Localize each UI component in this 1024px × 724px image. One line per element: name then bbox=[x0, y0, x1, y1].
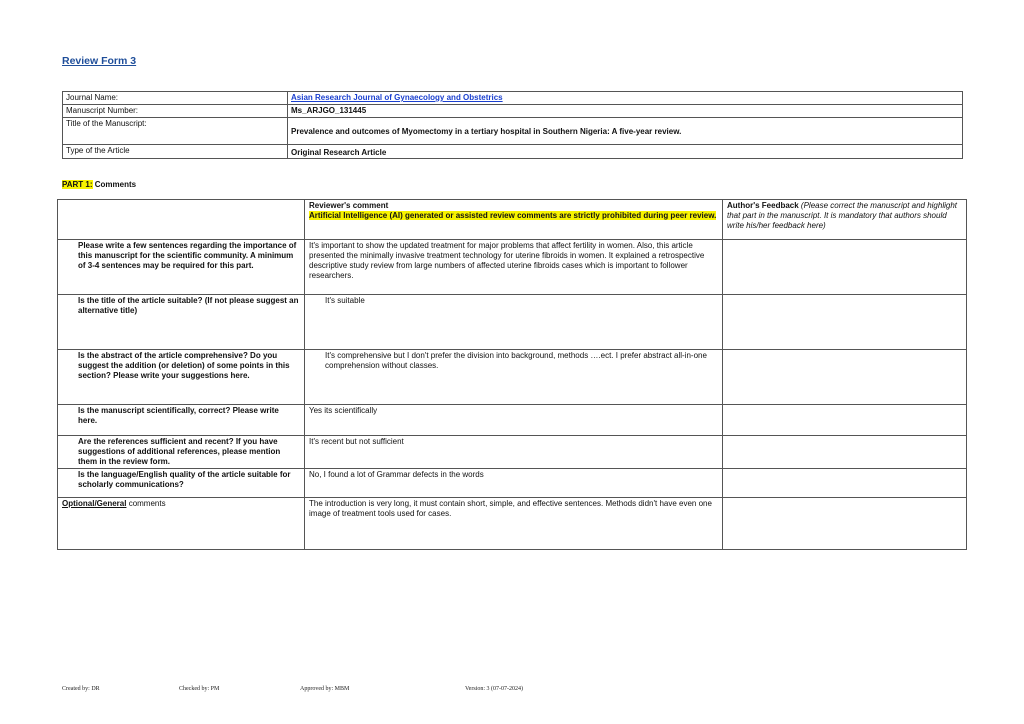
author-feedback-note: (Please correct the manuscript and highlight that part in the manuscript. It is mandatory that authors should write his/her feedback here) bbox=[727, 201, 958, 230]
article-type-value: Original Research Article bbox=[288, 145, 963, 159]
table-row bbox=[58, 295, 967, 350]
optional-comments-suffix: comments bbox=[126, 499, 166, 508]
table-row bbox=[58, 405, 967, 436]
author-feedback-cell[interactable] bbox=[723, 436, 967, 469]
part1-suffix: Comments bbox=[92, 180, 137, 189]
manuscript-title-label: Title of the Manuscript: bbox=[63, 118, 288, 145]
footer-created-by: Created by: DR bbox=[62, 686, 100, 692]
reviewer-comment-cell[interactable]: It's important to show the updated treatment for major problems that affect fertility in women. Also, this article presented the minimally invasive treatment technology for uterine fibroids in women. It explained a retrospective descriptive study review from large numbers of affected uterine fibroids cases which is important to follower researchers. bbox=[305, 240, 723, 295]
reviewer-comment-cell[interactable]: No, I found a lot of Grammar defects in the words bbox=[305, 469, 723, 498]
author-feedback-cell[interactable] bbox=[723, 240, 967, 295]
manuscript-number-label: Manuscript Number: bbox=[63, 105, 288, 118]
reviewer-comment-cell[interactable]: It's recent but not sufficient bbox=[305, 436, 723, 469]
optional-general-label: Optional/General bbox=[62, 499, 127, 508]
optional-author-feedback-cell[interactable] bbox=[723, 498, 967, 550]
ai-warning: Artificial Intelligence (AI) generated or assisted review comments are strictly prohibited during peer review. bbox=[309, 211, 717, 220]
author-feedback-title: Author's Feedback bbox=[727, 201, 799, 210]
table-row bbox=[58, 350, 967, 405]
question-cell: Is the title of the article suitable? (If not please suggest an alternative title) bbox=[58, 295, 305, 350]
optional-comments-label bbox=[58, 498, 305, 550]
part1-heading bbox=[62, 180, 136, 189]
question-cell: Is the manuscript scientifically, correct? Please write here. bbox=[58, 405, 305, 436]
manuscript-title-value: Prevalence and outcomes of Myomectomy in a tertiary hospital in Southern Nigeria: A five-year review. bbox=[288, 118, 963, 145]
journal-name-link[interactable]: Asian Research Journal of Gynaecology and Obstetrics bbox=[291, 93, 503, 102]
comments-table bbox=[57, 199, 967, 550]
question-cell: Are the references sufficient and recent? If you have suggestions of additional references, please mention them in the review form. bbox=[58, 436, 305, 469]
reviewer-comment-cell[interactable]: It's comprehensive but I don't prefer the division into background, methods ….ect. I prefer abstract all-in-one comprehension without classes. bbox=[305, 350, 723, 405]
manuscript-info-table bbox=[62, 91, 963, 159]
question-cell: Is the language/English quality of the article suitable for scholarly communications? bbox=[58, 469, 305, 498]
table-row bbox=[58, 436, 967, 469]
reviewer-comment-header bbox=[305, 200, 723, 240]
table-row bbox=[58, 469, 967, 498]
part1-prefix: PART 1: bbox=[62, 180, 93, 189]
manuscript-number-value: Ms_ARJGO_131445 bbox=[288, 105, 963, 118]
optional-comment-cell[interactable]: The introduction is very long, it must contain short, simple, and effective sentences. Methods didn't have even one image of treatment tools used for cases. bbox=[305, 498, 723, 550]
author-feedback-cell[interactable] bbox=[723, 350, 967, 405]
form-title: Review Form 3 bbox=[62, 55, 137, 67]
journal-name-label: Journal Name: bbox=[63, 92, 288, 105]
author-feedback-cell[interactable] bbox=[723, 295, 967, 350]
reviewer-comment-cell[interactable]: Yes its scientifically bbox=[305, 405, 723, 436]
header-row bbox=[58, 200, 967, 240]
article-type-label: Type of the Article bbox=[63, 145, 288, 159]
footer-checked-by: Checked by: PM bbox=[179, 686, 220, 692]
footer-version: Version: 3 (07-07-2024) bbox=[465, 686, 523, 692]
author-feedback-header bbox=[723, 200, 967, 240]
footer-approved-by: Approved by: MBM bbox=[300, 686, 350, 692]
reviewer-comment-cell[interactable]: It's suitable bbox=[305, 295, 723, 350]
question-cell: Please write a few sentences regarding the importance of this manuscript for the scientific community. A minimum of 3-4 sentences may be required for this part. bbox=[58, 240, 305, 295]
empty-header-cell bbox=[58, 200, 305, 240]
author-feedback-cell[interactable] bbox=[723, 469, 967, 498]
author-feedback-cell[interactable] bbox=[723, 405, 967, 436]
table-row bbox=[58, 240, 967, 295]
optional-comments-row bbox=[58, 498, 967, 550]
reviewer-comment-title: Reviewer's comment bbox=[309, 201, 389, 210]
question-cell: Is the abstract of the article comprehensive? Do you suggest the addition (or deletion) of some points in this section? Please write your suggestions here. bbox=[58, 350, 305, 405]
